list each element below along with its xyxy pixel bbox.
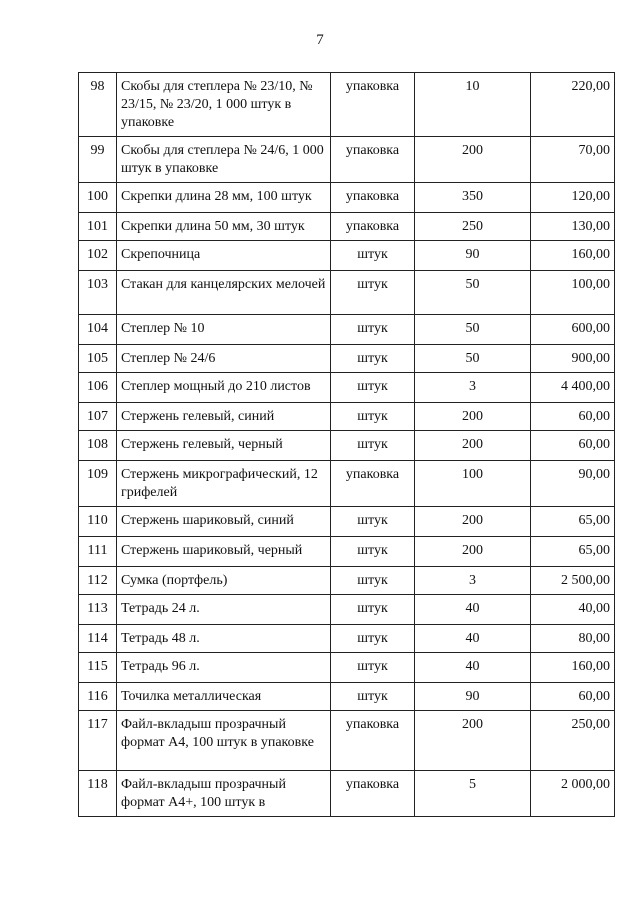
price: 90,00 <box>531 461 615 507</box>
unit-of-measure: штук <box>331 431 415 461</box>
items-table <box>78 72 615 817</box>
table-row <box>79 345 615 373</box>
table-row <box>79 567 615 595</box>
unit-of-measure: штук <box>331 241 415 271</box>
quantity: 50 <box>415 345 531 373</box>
table-row <box>79 461 615 507</box>
item-name: Скобы для степлера № 23/10, № 23/15, № 23/20, 1 000 штук в упаковке <box>117 73 331 137</box>
row-number: 113 <box>79 595 117 625</box>
price: 160,00 <box>531 653 615 683</box>
row-number: 104 <box>79 315 117 345</box>
quantity: 250 <box>415 213 531 241</box>
item-name: Сумка (портфель) <box>117 567 331 595</box>
item-name: Стержень микрографический, 12 грифелей <box>117 461 331 507</box>
row-number: 109 <box>79 461 117 507</box>
price: 2 000,00 <box>531 771 615 817</box>
row-number: 111 <box>79 537 117 567</box>
price: 65,00 <box>531 507 615 537</box>
quantity: 50 <box>415 315 531 345</box>
unit-of-measure: упаковка <box>331 73 415 137</box>
row-number: 108 <box>79 431 117 461</box>
unit-of-measure: штук <box>331 653 415 683</box>
item-name: Скрепочница <box>117 241 331 271</box>
item-name: Скобы для степлера № 24/6, 1 000 штук в упаковке <box>117 137 331 183</box>
row-number: 99 <box>79 137 117 183</box>
table-row <box>79 653 615 683</box>
item-name: Степлер № 24/6 <box>117 345 331 373</box>
unit-of-measure: штук <box>331 373 415 403</box>
item-name: Степлер № 10 <box>117 315 331 345</box>
quantity: 50 <box>415 271 531 315</box>
table-row <box>79 625 615 653</box>
price: 160,00 <box>531 241 615 271</box>
unit-of-measure: штук <box>331 567 415 595</box>
quantity: 100 <box>415 461 531 507</box>
row-number: 98 <box>79 73 117 137</box>
quantity: 90 <box>415 241 531 271</box>
unit-of-measure: упаковка <box>331 461 415 507</box>
quantity: 3 <box>415 373 531 403</box>
unit-of-measure: штук <box>331 271 415 315</box>
quantity: 10 <box>415 73 531 137</box>
price: 60,00 <box>531 403 615 431</box>
price: 220,00 <box>531 73 615 137</box>
unit-of-measure: штук <box>331 595 415 625</box>
quantity: 3 <box>415 567 531 595</box>
quantity: 90 <box>415 683 531 711</box>
table-row <box>79 683 615 711</box>
table-row <box>79 315 615 345</box>
price: 60,00 <box>531 431 615 461</box>
table-row <box>79 271 615 315</box>
row-number: 101 <box>79 213 117 241</box>
table-row <box>79 183 615 213</box>
item-name: Степлер мощный до 210 листов <box>117 373 331 403</box>
table-row <box>79 137 615 183</box>
row-number: 118 <box>79 771 117 817</box>
item-name: Тетрадь 96 л. <box>117 653 331 683</box>
item-name: Точилка металлическая <box>117 683 331 711</box>
table-row <box>79 403 615 431</box>
table-row <box>79 431 615 461</box>
row-number: 116 <box>79 683 117 711</box>
row-number: 117 <box>79 711 117 771</box>
unit-of-measure: упаковка <box>331 711 415 771</box>
item-name: Файл-вкладыш прозрачный формат А4+, 100 штук в <box>117 771 331 817</box>
price: 600,00 <box>531 315 615 345</box>
table-row <box>79 213 615 241</box>
table-row <box>79 711 615 771</box>
price: 4 400,00 <box>531 373 615 403</box>
row-number: 100 <box>79 183 117 213</box>
quantity: 350 <box>415 183 531 213</box>
quantity: 200 <box>415 431 531 461</box>
row-number: 114 <box>79 625 117 653</box>
table-row <box>79 595 615 625</box>
row-number: 107 <box>79 403 117 431</box>
row-number: 102 <box>79 241 117 271</box>
quantity: 200 <box>415 507 531 537</box>
unit-of-measure: штук <box>331 507 415 537</box>
quantity: 200 <box>415 711 531 771</box>
price: 120,00 <box>531 183 615 213</box>
unit-of-measure: штук <box>331 345 415 373</box>
price: 80,00 <box>531 625 615 653</box>
unit-of-measure: упаковка <box>331 213 415 241</box>
row-number: 115 <box>79 653 117 683</box>
item-name: Тетрадь 24 л. <box>117 595 331 625</box>
price: 2 500,00 <box>531 567 615 595</box>
item-name: Скрепки длина 28 мм, 100 штук <box>117 183 331 213</box>
quantity: 40 <box>415 653 531 683</box>
row-number: 105 <box>79 345 117 373</box>
item-name: Файл-вкладыш прозрачный формат А4, 100 штук в упаковке <box>117 711 331 771</box>
table-row <box>79 507 615 537</box>
price: 70,00 <box>531 137 615 183</box>
table-row <box>79 373 615 403</box>
quantity: 40 <box>415 625 531 653</box>
row-number: 110 <box>79 507 117 537</box>
item-name: Скрепки длина 50 мм, 30 штук <box>117 213 331 241</box>
unit-of-measure: упаковка <box>331 771 415 817</box>
item-name: Стержень гелевый, синий <box>117 403 331 431</box>
item-name: Стакан для канцелярских мелочей <box>117 271 331 315</box>
unit-of-measure: штук <box>331 625 415 653</box>
row-number: 103 <box>79 271 117 315</box>
price: 40,00 <box>531 595 615 625</box>
price: 250,00 <box>531 711 615 771</box>
page-number: 7 <box>316 32 324 48</box>
unit-of-measure: упаковка <box>331 137 415 183</box>
table-row <box>79 241 615 271</box>
table-row <box>79 537 615 567</box>
unit-of-measure: упаковка <box>331 183 415 213</box>
table-row <box>79 73 615 137</box>
price: 60,00 <box>531 683 615 711</box>
row-number: 106 <box>79 373 117 403</box>
quantity: 5 <box>415 771 531 817</box>
quantity: 200 <box>415 537 531 567</box>
price: 130,00 <box>531 213 615 241</box>
item-name: Стержень шариковый, черный <box>117 537 331 567</box>
unit-of-measure: штук <box>331 537 415 567</box>
price: 100,00 <box>531 271 615 315</box>
quantity: 200 <box>415 137 531 183</box>
row-number: 112 <box>79 567 117 595</box>
quantity: 40 <box>415 595 531 625</box>
item-name: Стержень шариковый, синий <box>117 507 331 537</box>
unit-of-measure: штук <box>331 315 415 345</box>
price: 900,00 <box>531 345 615 373</box>
quantity: 200 <box>415 403 531 431</box>
item-name: Тетрадь 48 л. <box>117 625 331 653</box>
unit-of-measure: штук <box>331 683 415 711</box>
price: 65,00 <box>531 537 615 567</box>
table-row <box>79 771 615 817</box>
unit-of-measure: штук <box>331 403 415 431</box>
item-name: Стержень гелевый, черный <box>117 431 331 461</box>
